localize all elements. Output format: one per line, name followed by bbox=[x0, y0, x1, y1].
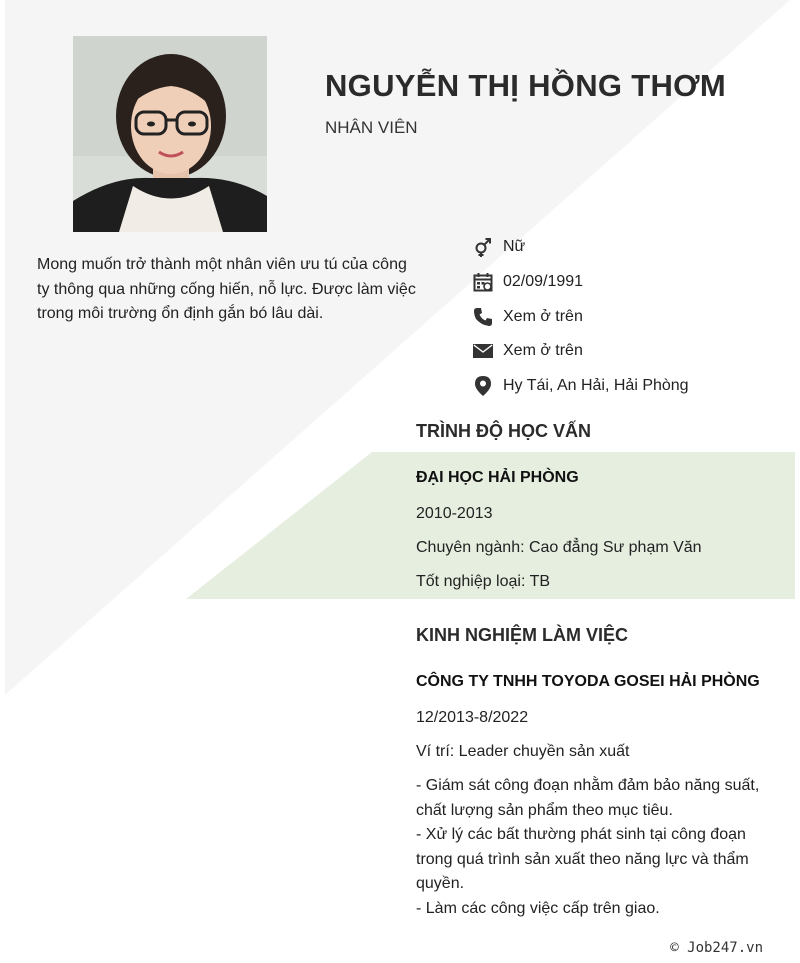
education-block bbox=[416, 469, 786, 591]
school-name: ĐẠI HỌC HẢI PHÒNG bbox=[416, 469, 579, 486]
gender-icon bbox=[472, 237, 493, 258]
duty-item: - Làm các công việc cấp trên giao. bbox=[416, 899, 660, 917]
education-title: TRÌNH ĐỘ HỌC VẤN bbox=[416, 421, 591, 441]
contact-list bbox=[472, 230, 689, 403]
calendar-icon bbox=[472, 272, 493, 293]
company-name: CÔNG TY TNHH TOYODA GOSEI HẢI PHÒNG bbox=[416, 673, 760, 690]
candidate-name: NGUYỄN THỊ HỒNG THƠM bbox=[325, 68, 726, 103]
phone-value: Xem ở trên bbox=[503, 307, 583, 325]
contact-gender-row bbox=[472, 230, 689, 265]
email-value: Xem ở trên bbox=[503, 342, 583, 360]
experience-role: Ví trí: Leader chuyền sản xuất bbox=[416, 743, 630, 760]
location-pin-icon bbox=[472, 376, 493, 397]
profile-photo bbox=[73, 36, 267, 232]
education-grade: Tốt nghiệp loại: TB bbox=[416, 573, 551, 590]
address-value: Hy Tái, An Hải, Hải Phòng bbox=[503, 377, 689, 395]
duty-item: - Giám sát công đoạn nhằm đảm bảo năng suất, chất lượng sản phẩm theo mục tiêu. bbox=[416, 777, 760, 819]
duty-item: - Xử lý các bất thường phát sinh tại công đoạn trong quá trình sản xuất theo năng lực và thẩm quyền. bbox=[416, 826, 749, 892]
contact-address-row bbox=[472, 369, 689, 404]
duty-list bbox=[416, 774, 786, 921]
phone-icon bbox=[472, 306, 493, 327]
candidate-position: NHÂN VIÊN bbox=[325, 118, 418, 137]
contact-phone-row bbox=[472, 299, 689, 334]
contact-birthday-row bbox=[472, 265, 689, 300]
experience-block bbox=[416, 673, 786, 921]
education-major: Chuyên ngành: Cao đẳng Sư phạm Văn bbox=[416, 539, 702, 556]
experience-period: 12/2013-8/2022 bbox=[416, 709, 529, 726]
envelope-icon bbox=[472, 341, 493, 362]
career-objective: Mong muốn trở thành một nhân viên ưu tú của công ty thông qua những cống hiến, nỗ lực. Được làm việc trong môi trường ổn định gắn bó lâu dài. bbox=[37, 256, 416, 322]
gender-value: Nữ bbox=[503, 238, 526, 256]
education-period: 2010-2013 bbox=[416, 505, 493, 522]
contact-email-row bbox=[472, 334, 689, 369]
footer-watermark: © Job247.vn bbox=[670, 940, 763, 956]
experience-title: KINH NGHIỆM LÀM VIỆC bbox=[416, 625, 629, 645]
birthday-value: 02/09/1991 bbox=[503, 273, 584, 291]
